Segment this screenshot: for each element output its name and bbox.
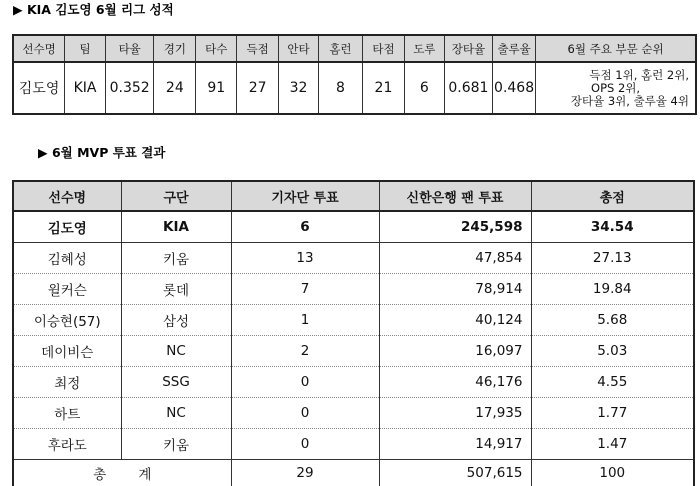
cell-press-vote: 0 [231,398,379,429]
cell-total-score: 34.54 [531,211,694,243]
cell-steals: 6 [404,62,444,114]
cell-player: 최정 [13,367,121,398]
league-stats-row [13,62,696,114]
column-header-rbi: 타점 [362,35,404,62]
cell-press-vote: 2 [231,336,379,367]
cell-fan-vote: 17,935 [379,398,531,429]
cell-team: NC [121,398,231,429]
cell-press-vote: 1 [231,305,379,336]
total-score: 100 [531,460,694,486]
column-header-total-score: 총점 [531,181,694,211]
table-row [13,274,694,305]
cell-fan-vote: 14,917 [379,429,531,460]
column-header-steals: 도루 [404,35,444,62]
mvp-vote-table [12,180,695,486]
column-header-fan-vote: 신한은행 팬 투표 [379,181,531,211]
league-stats-header-row [13,35,696,62]
cell-home-runs: 8 [318,62,362,114]
column-header-player: 선수명 [13,35,65,62]
column-header-rankings: 6월 주요 부문 순위 [536,35,696,62]
cell-team: SSG [121,367,231,398]
cell-obp: 0.468 [493,62,536,114]
league-stats-table [12,34,697,115]
cell-total-score: 27.13 [531,243,694,274]
column-header-hits: 안타 [279,35,319,62]
cell-rankings [536,62,696,114]
cell-team: 롯데 [121,274,231,305]
cell-games: 24 [154,62,196,114]
cell-total-score: 4.55 [531,367,694,398]
section-title-league-stats: ▶ KIA 김도영 6월 리그 성적 [13,0,174,18]
cell-team: 키움 [121,429,231,460]
column-header-team: 팀 [65,35,106,62]
cell-player: 윌커슨 [13,274,121,305]
table-row [13,211,694,243]
total-fan-vote: 507,615 [379,460,531,486]
cell-press-vote: 0 [231,367,379,398]
cell-slg: 0.681 [444,62,492,114]
cell-at-bats: 91 [196,62,237,114]
cell-fan-vote: 78,914 [379,274,531,305]
total-label-text: 총 계 [93,467,165,483]
cell-press-vote: 6 [231,211,379,243]
column-header-player: 선수명 [13,181,121,211]
column-header-press-vote: 기자단 투표 [231,181,379,211]
total-label [13,460,231,486]
cell-total-score: 5.03 [531,336,694,367]
cell-fan-vote: 46,176 [379,367,531,398]
cell-player: 데이비슨 [13,336,121,367]
cell-team: NC [121,336,231,367]
column-header-games: 경기 [154,35,196,62]
table-row [13,336,694,367]
cell-runs: 27 [237,62,279,114]
cell-team: KIA [65,62,106,114]
cell-press-vote: 13 [231,243,379,274]
column-header-team: 구단 [121,181,231,211]
cell-fan-vote: 245,598 [379,211,531,243]
cell-fan-vote: 16,097 [379,336,531,367]
total-press-vote: 29 [231,460,379,486]
cell-total-score: 5.68 [531,305,694,336]
cell-player: 김도영 [13,211,121,243]
cell-total-score: 1.77 [531,398,694,429]
cell-press-vote: 0 [231,429,379,460]
cell-fan-vote: 40,124 [379,305,531,336]
cell-press-vote: 7 [231,274,379,305]
table-row [13,398,694,429]
ranking-line: 득점 1위, 홈런 2위, [542,69,689,82]
cell-total-score: 19.84 [531,274,694,305]
ranking-line: 장타율 3위, 출루율 4위 [542,95,689,108]
cell-team: KIA [121,211,231,243]
column-header-home-runs: 홈런 [318,35,362,62]
table-row [13,367,694,398]
column-header-avg: 타율 [105,35,153,62]
ranking-line: OPS 2위, [542,82,689,95]
table-row [13,429,694,460]
cell-player: 하트 [13,398,121,429]
cell-avg: 0.352 [105,62,153,114]
cell-player: 이승현(57) [13,305,121,336]
column-header-slg: 장타율 [444,35,492,62]
table-row [13,305,694,336]
cell-player: 김도영 [13,62,65,114]
column-header-runs: 득점 [237,35,279,62]
cell-rbi: 21 [362,62,404,114]
column-header-at-bats: 타수 [196,35,237,62]
total-row [13,460,694,486]
cell-player: 김혜성 [13,243,121,274]
column-header-obp: 출루율 [493,35,536,62]
cell-fan-vote: 47,854 [379,243,531,274]
table-row [13,243,694,274]
cell-hits: 32 [279,62,319,114]
cell-player: 후라도 [13,429,121,460]
mvp-header-row [13,181,694,211]
cell-team: 키움 [121,243,231,274]
cell-total-score: 1.47 [531,429,694,460]
cell-team: 삼성 [121,305,231,336]
section-title-mvp-vote: ▶ 6월 MVP 투표 결과 [38,143,165,161]
